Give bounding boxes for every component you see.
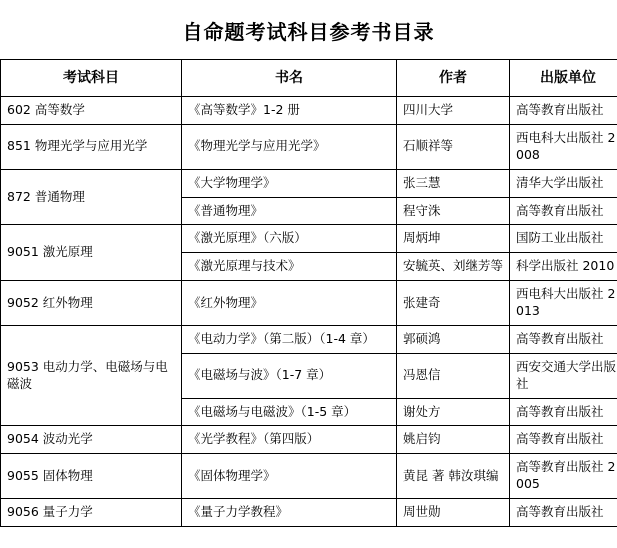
cell-publisher: 高等教育出版社 — [510, 197, 617, 225]
column-header-subject: 考试科目 — [1, 60, 182, 97]
cell-book: 《电动力学》（第二版）（1-4 章） — [182, 325, 397, 353]
cell-author: 四川大学 — [397, 97, 510, 125]
column-header-publisher: 出版单位 — [510, 60, 617, 97]
table-row — [1, 281, 617, 326]
cell-author: 张建奇 — [397, 281, 510, 326]
cell-book: 《电磁场与波》（1-7 章） — [182, 353, 397, 398]
cell-author: 姚启钧 — [397, 426, 510, 454]
table-row — [1, 97, 617, 125]
table-row — [1, 426, 617, 454]
cell-publisher: 高等教育出版社 — [510, 499, 617, 527]
cell-subject: 9056 量子力学 — [1, 499, 182, 527]
table-row — [1, 454, 617, 499]
cell-author: 张三慧 — [397, 169, 510, 197]
cell-subject: 872 普通物理 — [1, 169, 182, 225]
cell-publisher: 西电科大出版社 2013 — [510, 281, 617, 326]
cell-author: 石顺祥等 — [397, 124, 510, 169]
cell-book: 《大学物理学》 — [182, 169, 397, 197]
table-header-row — [1, 60, 617, 97]
cell-book: 《高等数学》1-2 册 — [182, 97, 397, 125]
table-header — [1, 60, 617, 97]
cell-subject: 9054 波动光学 — [1, 426, 182, 454]
cell-book: 《普通物理》 — [182, 197, 397, 225]
cell-subject: 851 物理光学与应用光学 — [1, 124, 182, 169]
cell-publisher: 国防工业出版社 — [510, 225, 617, 253]
cell-book: 《激光原理与技术》 — [182, 253, 397, 281]
cell-author: 郭硕鸿 — [397, 325, 510, 353]
reference-book-table — [0, 59, 617, 527]
table-row — [1, 499, 617, 527]
page-title: 自命题考试科目参考书目录 — [0, 16, 617, 45]
cell-publisher: 科学出版社 2010 — [510, 253, 617, 281]
cell-book: 《光学教程》（第四版） — [182, 426, 397, 454]
cell-book: 《固体物理学》 — [182, 454, 397, 499]
cell-author: 冯恩信 — [397, 353, 510, 398]
table-row — [1, 325, 617, 353]
table-body — [1, 97, 617, 527]
cell-subject: 9052 红外物理 — [1, 281, 182, 326]
column-header-book: 书名 — [182, 60, 397, 97]
cell-author: 谢处方 — [397, 398, 510, 426]
cell-book: 《物理光学与应用光学》 — [182, 124, 397, 169]
cell-book: 《电磁场与电磁波》（1-5 章） — [182, 398, 397, 426]
cell-publisher: 高等教育出版社 — [510, 97, 617, 125]
cell-book: 《量子力学教程》 — [182, 499, 397, 527]
cell-publisher: 高等教育出版社 2005 — [510, 454, 617, 499]
cell-author: 周世勋 — [397, 499, 510, 527]
cell-publisher: 西电科大出版社 2008 — [510, 124, 617, 169]
cell-publisher: 高等教育出版社 — [510, 426, 617, 454]
table-row — [1, 225, 617, 253]
cell-publisher: 西安交通大学出版社 — [510, 353, 617, 398]
cell-author: 程守洙 — [397, 197, 510, 225]
cell-subject: 602 高等数学 — [1, 97, 182, 125]
cell-author: 周炳坤 — [397, 225, 510, 253]
cell-subject: 9051 激光原理 — [1, 225, 182, 281]
cell-publisher: 高等教育出版社 — [510, 325, 617, 353]
table-row — [1, 124, 617, 169]
cell-subject: 9055 固体物理 — [1, 454, 182, 499]
cell-author: 黄昆 著 韩汝琪编 — [397, 454, 510, 499]
cell-book: 《激光原理》（六版） — [182, 225, 397, 253]
cell-author: 安毓英、刘继芳等 — [397, 253, 510, 281]
table-row — [1, 169, 617, 197]
cell-publisher: 高等教育出版社 — [510, 398, 617, 426]
document-page — [0, 16, 617, 548]
cell-subject: 9053 电动力学、电磁场与电磁波 — [1, 325, 182, 426]
cell-book: 《红外物理》 — [182, 281, 397, 326]
column-header-author: 作者 — [397, 60, 510, 97]
cell-publisher: 清华大学出版社 — [510, 169, 617, 197]
